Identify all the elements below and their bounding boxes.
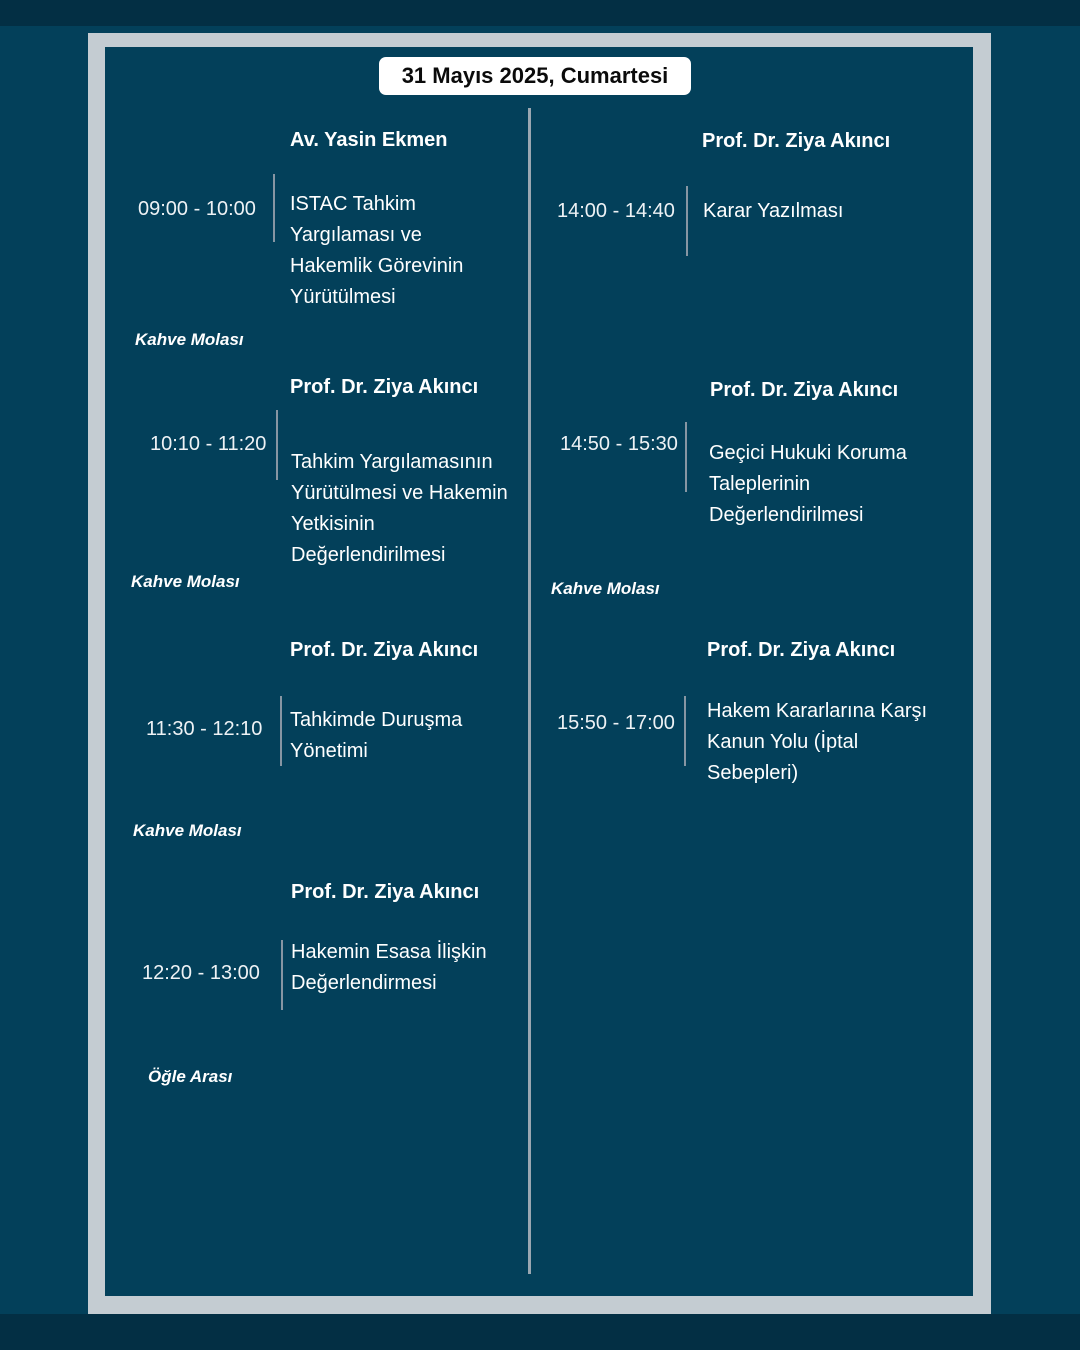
session-separator xyxy=(276,410,278,480)
session-speaker: Prof. Dr. Ziya Akıncı xyxy=(290,376,479,398)
coffee-break-label: Kahve Molası xyxy=(131,572,240,591)
session-time: 14:00 - 14:40 xyxy=(557,200,675,222)
session-time: 11:30 - 12:10 xyxy=(146,718,263,740)
session-topic: ISTAC Tahkim Yargılaması ve Hakemlik Görevinin Yürütülmesi xyxy=(290,193,464,308)
session-topic: Hakemin Esasa İlişkin Değerlendirmesi xyxy=(291,941,487,994)
date-title: 31 Mayıs 2025, Cumartesi xyxy=(379,57,691,95)
session-speaker: Prof. Dr. Ziya Akıncı xyxy=(290,639,479,661)
schedule-panel xyxy=(105,47,973,1296)
session-separator xyxy=(273,174,275,242)
session-speaker: Prof. Dr. Ziya Akıncı xyxy=(702,130,891,152)
session-time: 15:50 - 17:00 xyxy=(557,712,675,734)
session-separator xyxy=(280,696,282,766)
session-topic: Geçici Hukuki Koruma Taleplerinin Değerlendirilmesi xyxy=(709,442,907,526)
session-separator xyxy=(685,422,687,492)
coffee-break-label: Kahve Molası xyxy=(135,330,244,349)
session-speaker: Prof. Dr. Ziya Akıncı xyxy=(291,881,480,903)
session-separator xyxy=(684,696,686,766)
session-topic: Karar Yazılması xyxy=(703,200,844,222)
bottom-band xyxy=(0,1314,1080,1350)
session-speaker: Prof. Dr. Ziya Akıncı xyxy=(710,379,899,401)
lunch-break-label: Öğle Arası xyxy=(148,1067,233,1086)
session-separator xyxy=(686,186,688,256)
session-time: 09:00 - 10:00 xyxy=(138,198,256,220)
session-speaker: Prof. Dr. Ziya Akıncı xyxy=(707,639,896,661)
coffee-break-label: Kahve Molası xyxy=(551,579,660,598)
session-topic: Tahkimde Duruşma Yönetimi xyxy=(290,709,463,762)
session-topic: Hakem Kararlarına Karşı Kanun Yolu (İptal Sebepleri) xyxy=(707,700,928,784)
top-band xyxy=(0,0,1080,26)
session-topic: Tahkim Yargılamasının Yürütülmesi ve Hakemin Yetkisinin Değerlendirilmesi xyxy=(291,451,508,566)
session-separator xyxy=(281,940,283,1010)
column-divider xyxy=(528,108,531,1274)
session-time: 12:20 - 13:00 xyxy=(142,962,260,984)
session-speaker: Av. Yasin Ekmen xyxy=(290,129,448,151)
session-time: 14:50 - 15:30 xyxy=(560,433,678,455)
session-time: 10:10 - 11:20 xyxy=(150,433,267,455)
coffee-break-label: Kahve Molası xyxy=(133,821,242,840)
